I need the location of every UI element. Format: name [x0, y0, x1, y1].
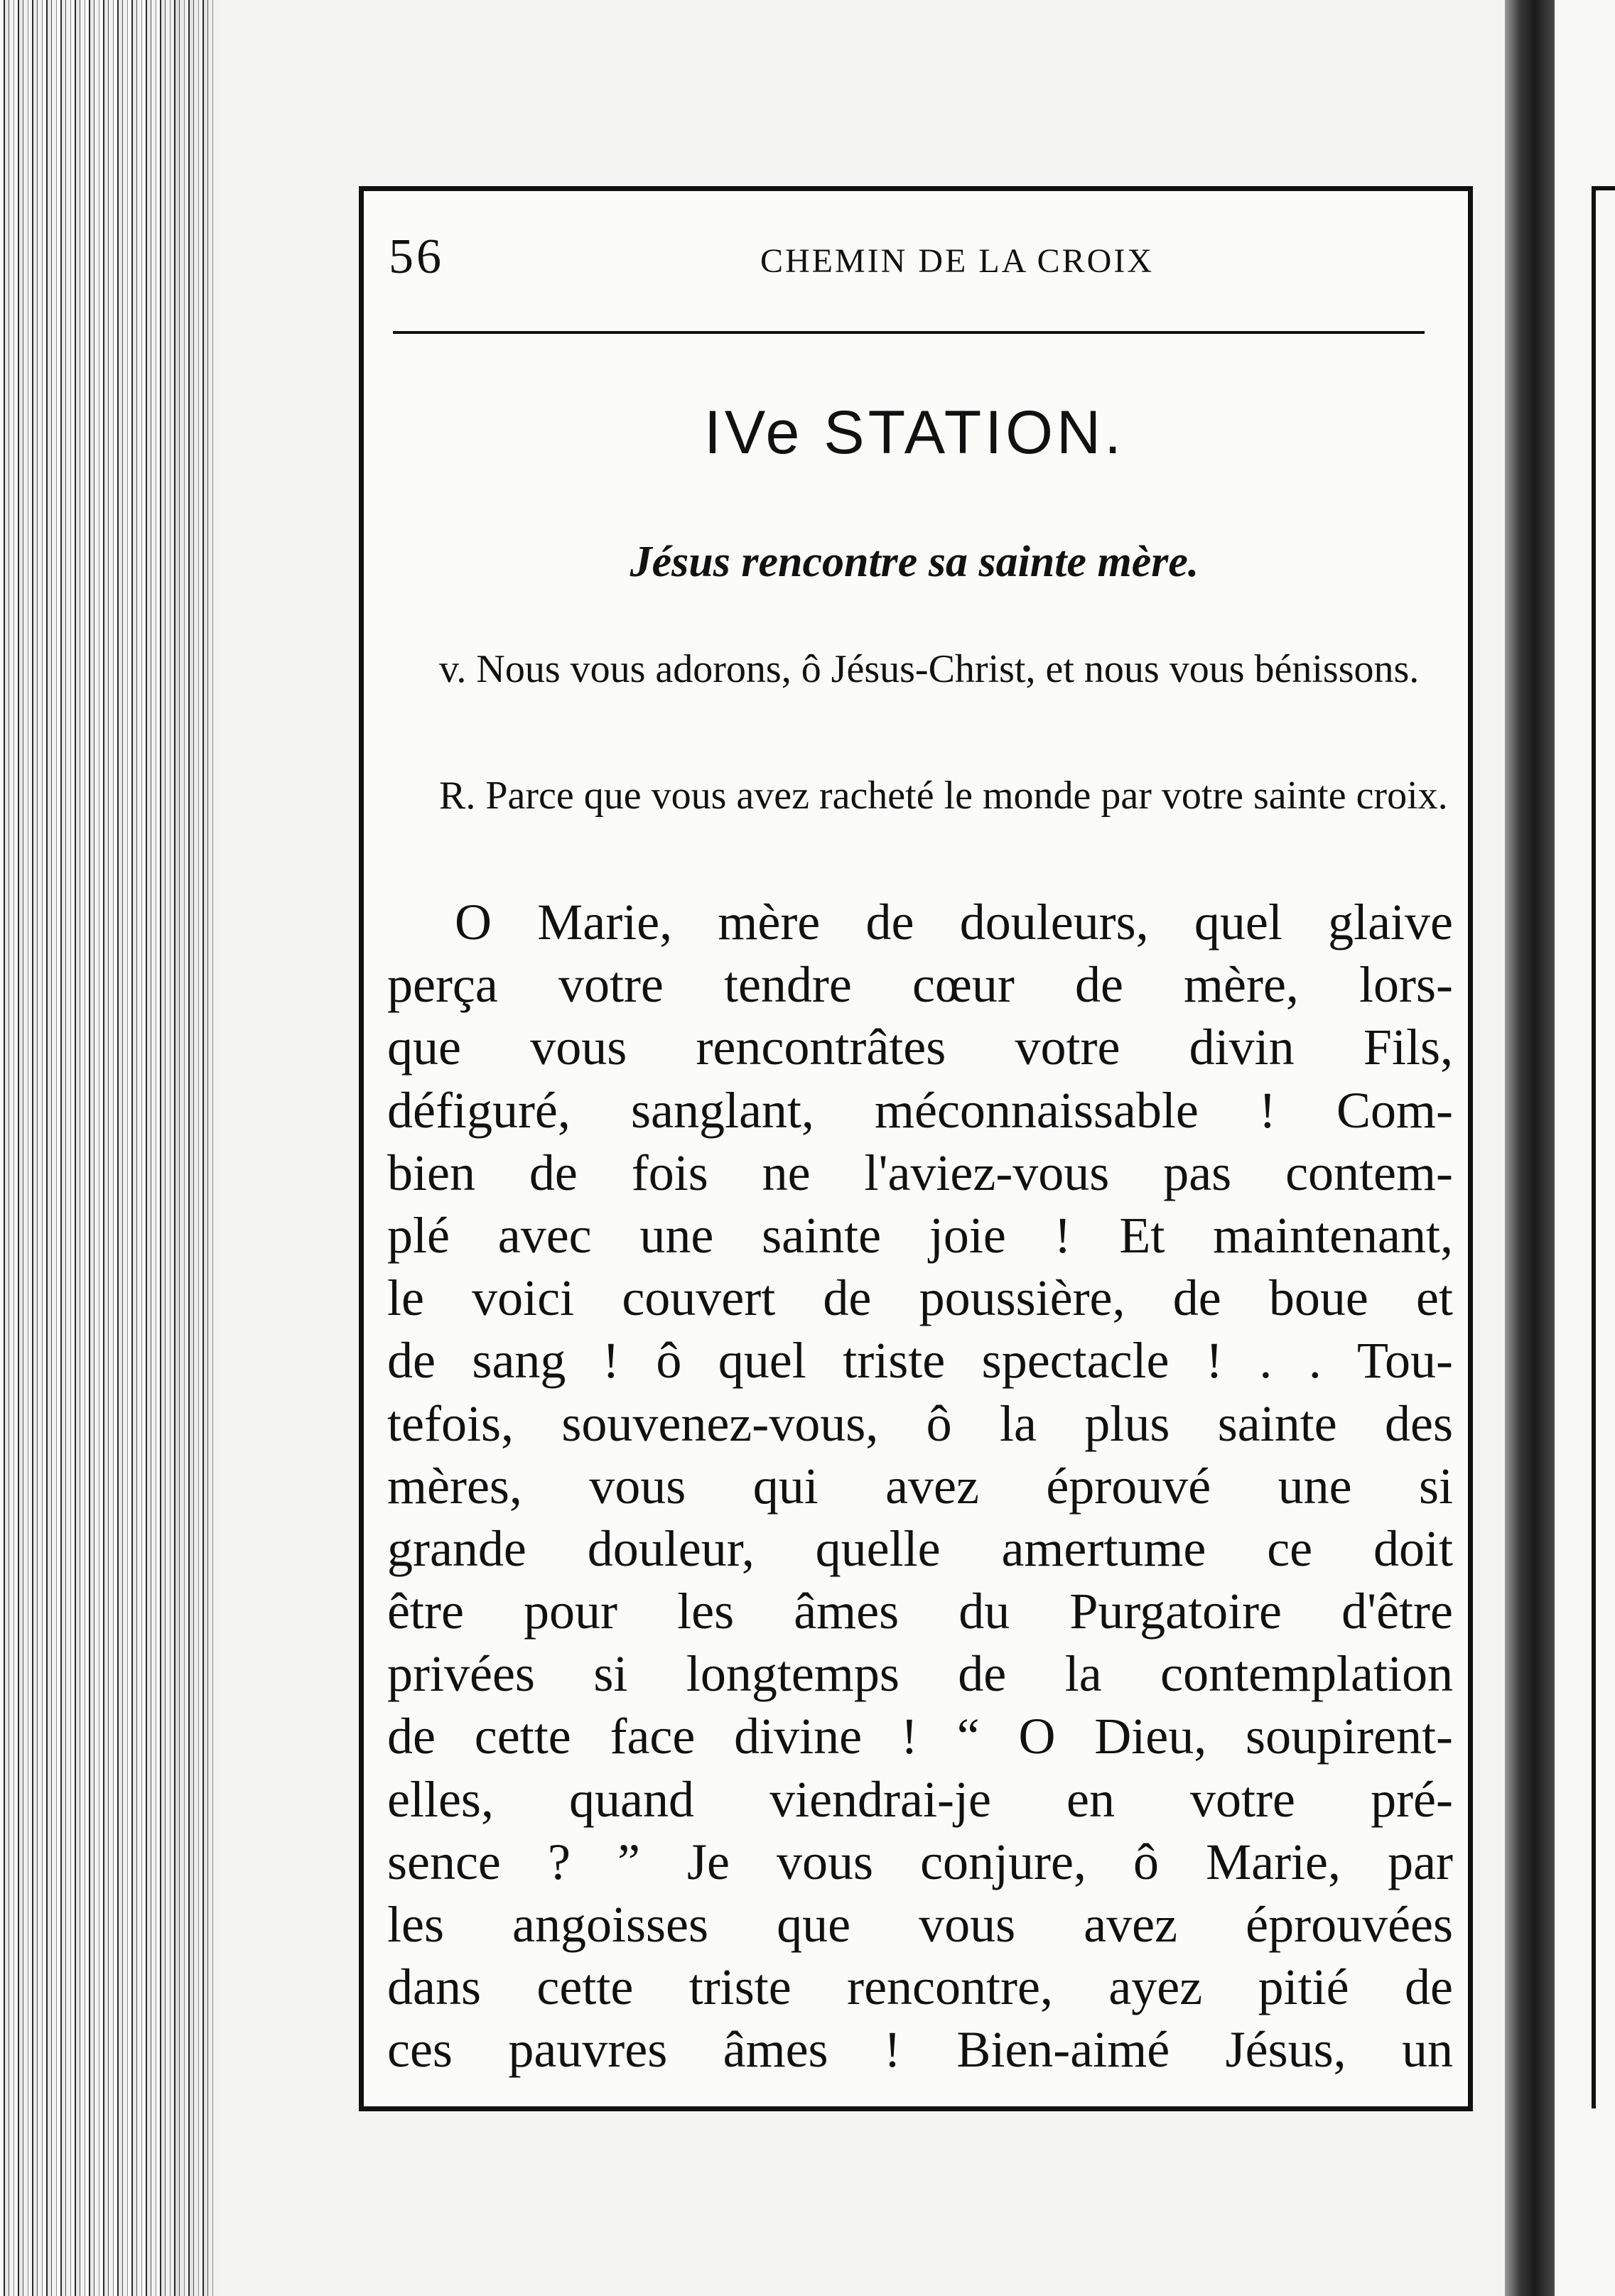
body-line: O Marie, mère de douleurs, quel glaive	[455, 894, 1453, 951]
body-line: dans cette triste rencontre, ayez pitié de	[387, 1959, 1453, 2016]
response-text: Parce que vous avez racheté le monde par votre sainte croix.	[485, 774, 1448, 818]
versicle-marker: v.	[439, 647, 467, 691]
prayer-body	[387, 891, 1453, 2081]
running-title: CHEMIN DE LA CROIX	[760, 242, 1154, 280]
fore-edge-shadow	[171, 0, 220, 2296]
body-line: être pour les âmes du Purgatoire d'être	[387, 1583, 1453, 1640]
body-line: elles, quand viendrai-je en votre pré-	[387, 1770, 1453, 1828]
body-line: plé avec une sainte joie ! Et maintenant,	[387, 1206, 1453, 1264]
body-line: les angoisses que vous avez éprouvées	[387, 1896, 1453, 1953]
header-rule	[393, 331, 1425, 334]
response	[391, 770, 1449, 821]
facing-page-frame	[1592, 186, 1615, 2108]
versicle	[391, 644, 1449, 695]
station-title: IVe STATION.	[703, 399, 1125, 467]
body-line: défiguré, sanglant, méconnaissable ! Com-	[387, 1081, 1453, 1139]
body-line: ces pauvres âmes ! Bien-aimé Jésus, un	[387, 2021, 1453, 2079]
running-head	[389, 229, 1440, 314]
body-line: grande douleur, quelle amertume ce doit	[387, 1520, 1453, 1577]
body-line: bien de fois ne l'aviez-vous pas contem-	[387, 1144, 1453, 1201]
station-subtitle: Jésus rencontre sa sainte mère.	[630, 538, 1199, 586]
body-line: privées si longtemps de la contemplation	[387, 1645, 1453, 1703]
book-gutter	[1505, 0, 1555, 2296]
response-marker: R.	[439, 774, 476, 818]
body-line: le voici couvert de poussière, de boue et	[387, 1269, 1453, 1327]
versicle-text: Nous vous adorons, ô Jésus-Christ, et nous vous bénissons.	[476, 647, 1420, 691]
body-line: sence ? ” Je vous conjure, ô Marie, par	[387, 1833, 1453, 1890]
body-line: mères, vous qui avez éprouvé une si	[387, 1457, 1453, 1515]
body-line: de cette face divine ! “ O Dieu, soupirent-	[387, 1708, 1453, 1765]
body-line: perça votre tendre cœur de mère, lors-	[387, 956, 1453, 1014]
page-number: 56	[389, 229, 444, 284]
body-line: tefois, souvenez-vous, ô la plus sainte des	[387, 1395, 1453, 1452]
body-line: que vous rencontrâtes votre divin Fils,	[387, 1019, 1453, 1076]
body-line: de sang ! ô quel triste spectacle ! . . Tou-	[387, 1332, 1453, 1390]
